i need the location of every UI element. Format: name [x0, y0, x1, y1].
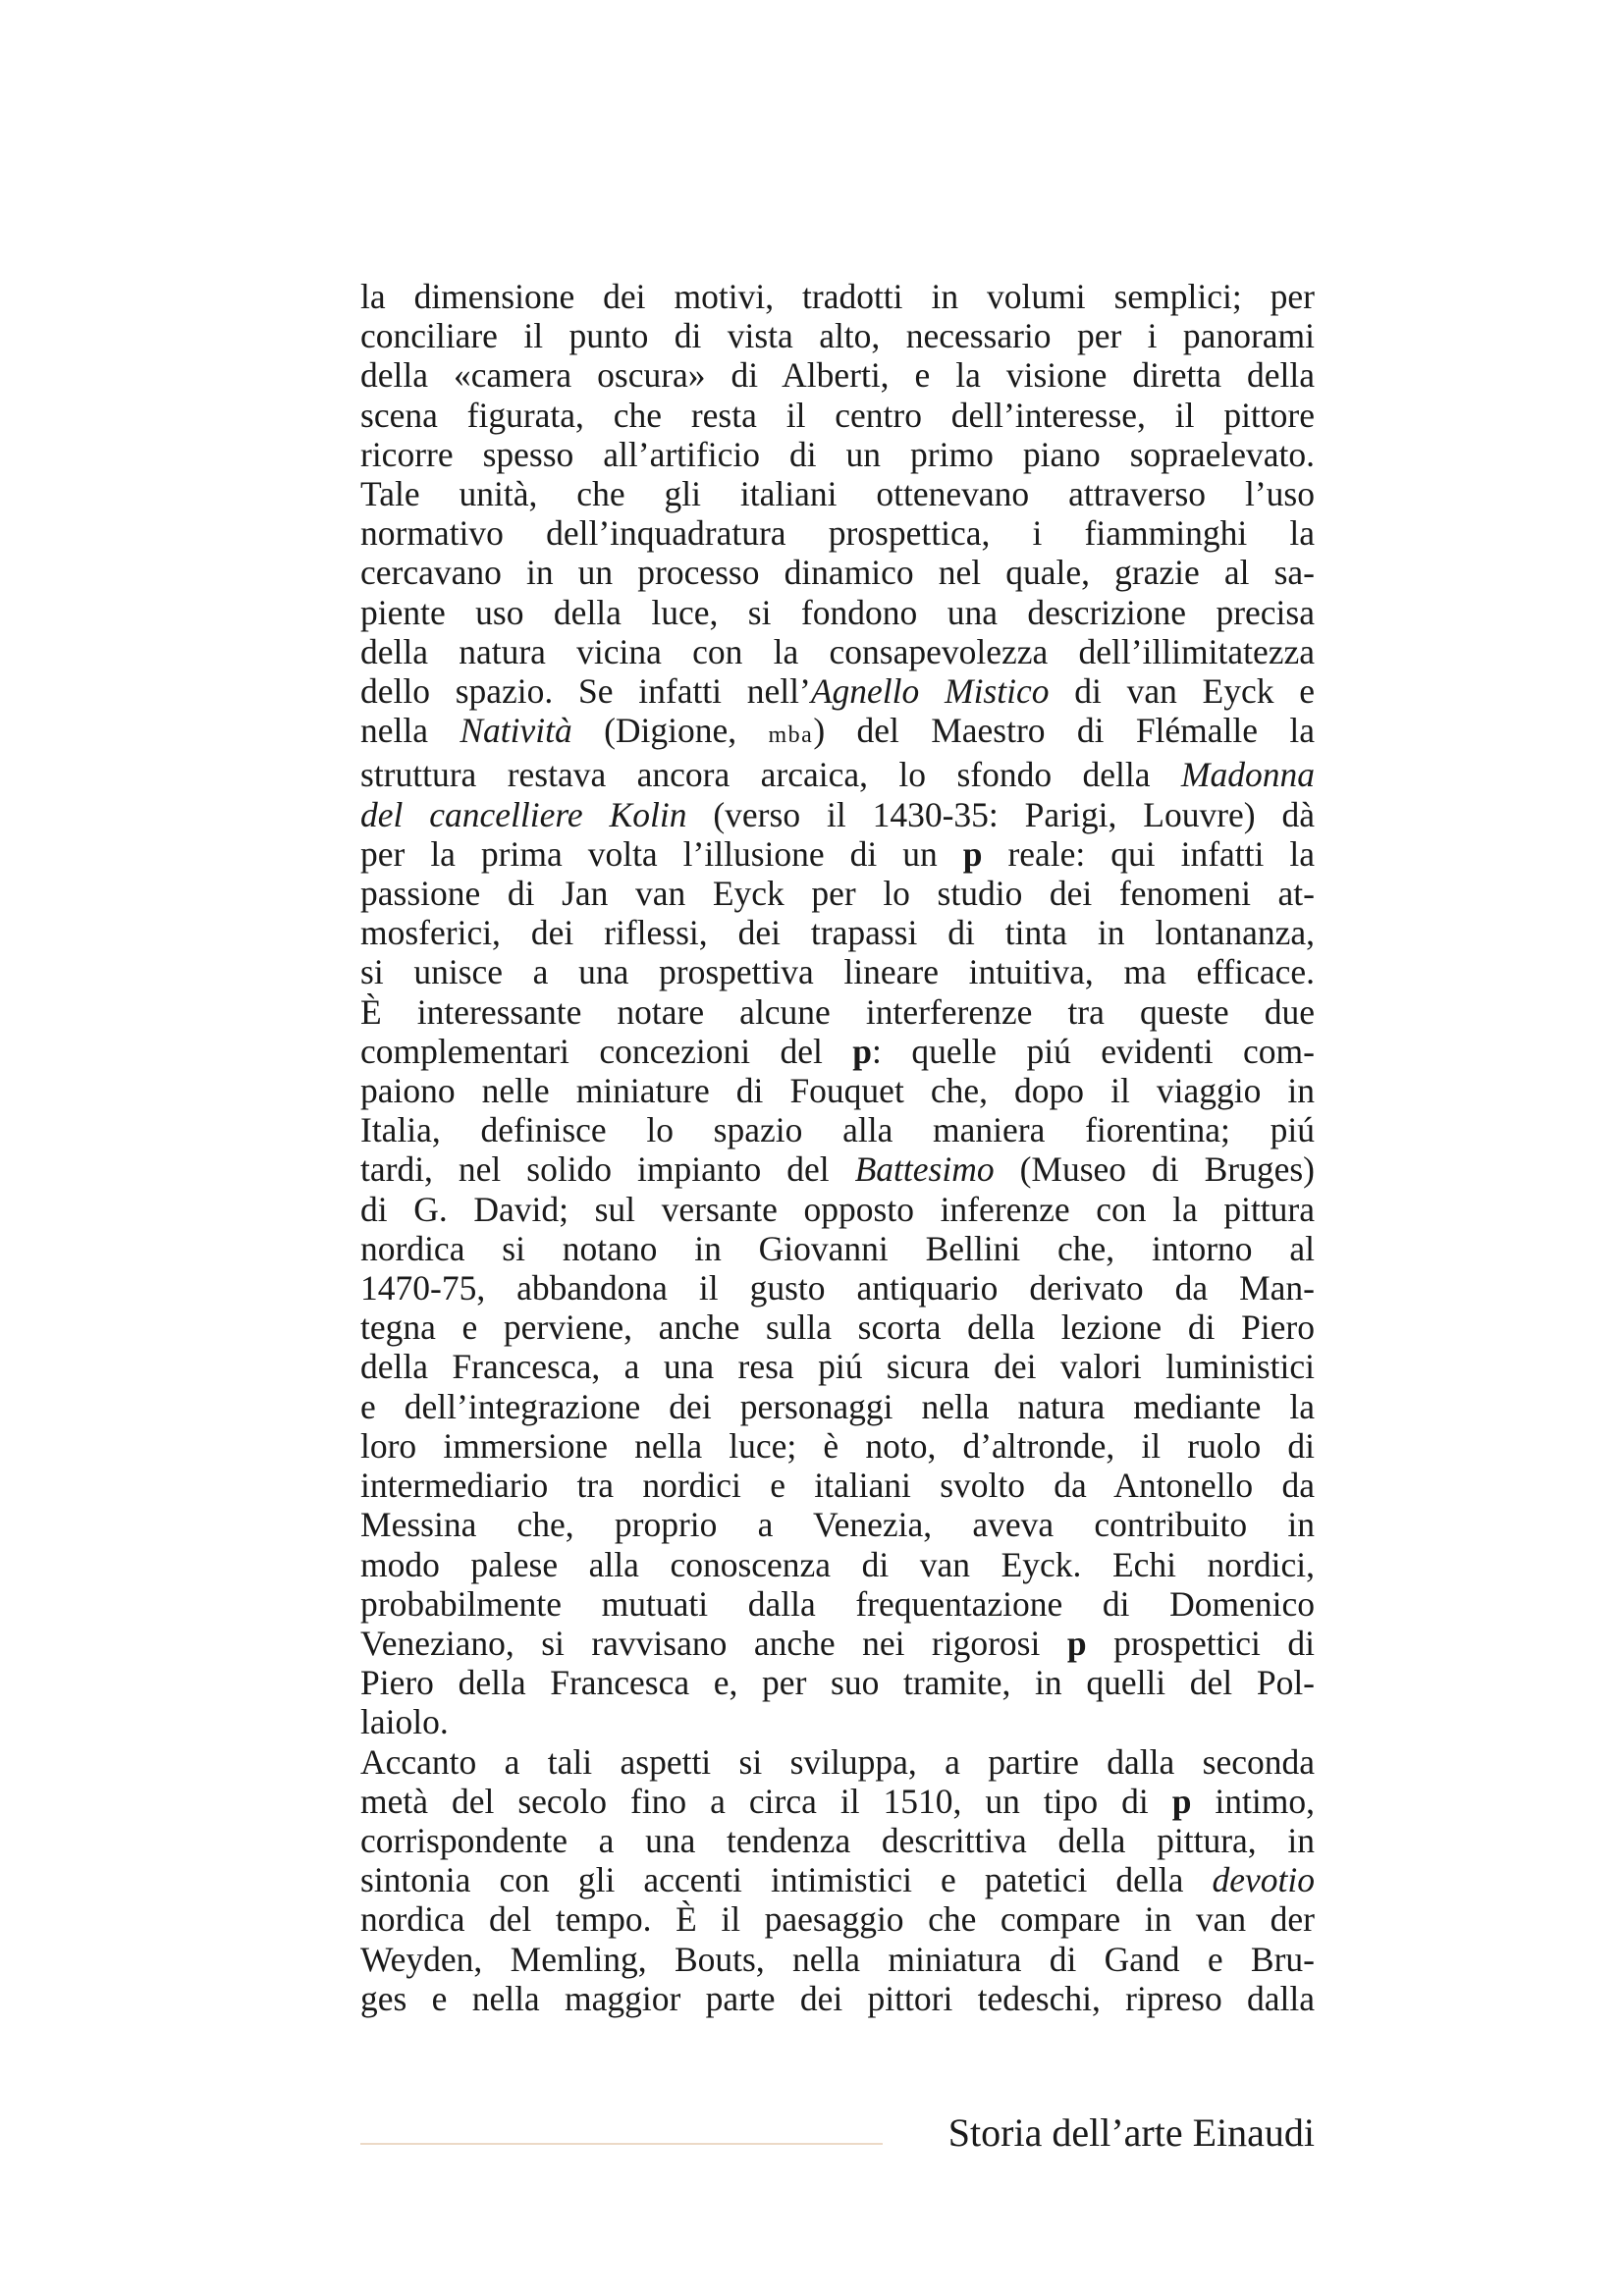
text-line	[360, 992, 1315, 1032]
text-run: dello spazio. Se infatti nell’	[360, 671, 811, 712]
text-line	[360, 1663, 1315, 1702]
text-run: tegna e perviene, anche sulla scorta della lezione di Piero	[360, 1308, 1315, 1348]
text-run: sintonia con gli accenti intimistici e patetici della	[360, 1860, 1213, 1900]
text-line	[360, 1821, 1315, 1860]
body-text	[360, 277, 1315, 2018]
text-line	[360, 1426, 1315, 1466]
text-line	[360, 1308, 1315, 1347]
text-run: della Francesca, a una resa piú sicura dei valori luministici	[360, 1347, 1315, 1387]
text-run: (verso il 1430-35: Parigi, Louvre) dà	[686, 794, 1315, 834]
text-run: Tale unità, che gli italiani ottenevano attraverso l’uso	[360, 474, 1315, 514]
text-line	[360, 1347, 1315, 1386]
text-line	[360, 671, 1315, 711]
text-line	[360, 1149, 1315, 1189]
text-line	[360, 553, 1315, 592]
text-run: ) del Maestro di Flémalle la	[813, 711, 1315, 751]
text-line	[360, 1584, 1315, 1624]
bold-abbreviation: p	[1066, 1623, 1087, 1663]
text-line	[360, 1742, 1315, 1782]
text-run: mosferici, dei riflessi, dei trapassi di tinta in lontananza,	[360, 913, 1315, 953]
text-run: piente uso della luce, si fondono una descrizione precisa	[360, 592, 1315, 632]
text-line	[360, 474, 1315, 513]
text-run: prospettici di	[1086, 1623, 1316, 1663]
text-run: conciliare il punto di vista alto, necessario per i panorami	[360, 316, 1315, 356]
text-run: di van Eyck e	[1049, 671, 1315, 712]
text-run: paiono nelle miniature di Fouquet che, dopo il viaggio in	[360, 1071, 1315, 1111]
text-run: metà del secolo fino a circa il 1510, un tipo di	[360, 1781, 1172, 1821]
text-run: reale: qui infatti la	[982, 833, 1315, 874]
text-run: : quelle piú evidenti com-	[872, 1031, 1315, 1071]
text-line	[360, 1387, 1315, 1426]
text-run: nordica si notano in Giovanni Bellini che, intorno al	[360, 1228, 1315, 1268]
italic-title: Battesimo	[854, 1149, 995, 1190]
text-line	[360, 593, 1315, 632]
text-run: nella	[360, 711, 460, 751]
text-line	[360, 1071, 1315, 1110]
text-line	[360, 1268, 1315, 1308]
italic-title: del cancelliere Kolin	[360, 794, 687, 834]
text-run: complementari concezioni del	[360, 1031, 853, 1071]
text-line	[360, 1624, 1315, 1663]
text-line	[360, 355, 1315, 395]
italic-title: Madonna	[1180, 755, 1315, 795]
text-run: tardi, nel solido impianto del	[360, 1149, 855, 1190]
text-line	[360, 1979, 1315, 2018]
text-line	[360, 396, 1315, 435]
text-run: la dimensione dei motivi, tradotti in volumi semplici; per	[360, 277, 1315, 316]
text-line	[360, 1229, 1315, 1268]
text-run: corrispondente a una tendenza descrittiva della pittura, in	[360, 1820, 1315, 1860]
text-run: Accanto a tali aspetti si sviluppa, a partire dalla seconda	[360, 1741, 1315, 1782]
text-run: della natura vicina con la consapevolezza dell’illimitatezza	[360, 631, 1315, 671]
text-line	[360, 913, 1315, 952]
text-line	[360, 1860, 1315, 1899]
italic-term: devotio	[1212, 1860, 1315, 1900]
text-run: laiolo.	[360, 1702, 449, 1742]
text-run: Italia, definisce lo spazio alla maniera fiorentina; piú	[360, 1110, 1315, 1150]
text-line	[360, 1505, 1315, 1544]
bold-abbreviation: p	[962, 833, 983, 874]
text-run: Veneziano, si ravvisano anche nei rigorosi	[360, 1623, 1067, 1663]
text-run: probabilmente mutuati dalla frequentazione di Domenico	[360, 1583, 1315, 1624]
text-run: normativo dell’inquadratura prospettica, i fiamminghi la	[360, 513, 1315, 554]
text-run: si unisce a una prospettiva lineare intuitiva, ma efficace.	[360, 952, 1315, 992]
text-line	[360, 1782, 1315, 1821]
text-line	[360, 952, 1315, 991]
text-run: intimo,	[1191, 1781, 1315, 1821]
text-line	[360, 1940, 1315, 1979]
text-line	[360, 1545, 1315, 1584]
italic-title: Agnello Mistico	[810, 671, 1050, 712]
text-line	[360, 513, 1315, 553]
text-run: scena figurata, che resta il centro dell’interesse, il pittore	[360, 395, 1315, 435]
paragraph-2	[360, 1742, 1315, 2018]
text-run: passione di Jan van Eyck per lo studio dei fenomeni at-	[360, 874, 1315, 914]
paragraph-1	[360, 277, 1315, 1742]
text-run: e dell’integrazione dei personaggi nella natura mediante la	[360, 1386, 1315, 1426]
text-run: della «camera oscura» di Alberti, e la visione diretta della	[360, 355, 1315, 396]
text-run: intermediario tra nordici e italiani svolto da Antonello da	[360, 1466, 1315, 1506]
text-line	[360, 1032, 1315, 1071]
text-line	[360, 1899, 1315, 1939]
text-line	[360, 711, 1315, 755]
text-run: per la prima volta l’illusione di un	[360, 833, 963, 874]
text-run: 1470-75, abbandona il gusto antiquario derivato da Man-	[360, 1268, 1315, 1308]
text-run: cercavano in un processo dinamico nel quale, grazie al sa-	[360, 553, 1315, 593]
footer-divider	[360, 2143, 883, 2145]
text-run: di G. David; sul versante opposto inferenze con la pittura	[360, 1189, 1315, 1229]
text-run: struttura restava ancora arcaica, lo sfondo della	[360, 755, 1181, 795]
text-run: Piero della Francesca e, per suo tramite, in quelli del Pol-	[360, 1663, 1315, 1703]
text-run: loro immersione nella luce; è noto, d’altronde, il ruolo di	[360, 1425, 1315, 1466]
text-line	[360, 795, 1315, 834]
text-line	[360, 1190, 1315, 1229]
text-run: È interessante notare alcune interferenze tra queste due	[360, 991, 1315, 1032]
text-line	[360, 755, 1315, 794]
text-line	[360, 1702, 1315, 1741]
text-line	[360, 316, 1315, 355]
small-caps-abbreviation: mba	[768, 722, 814, 749]
page-footer	[360, 2109, 1315, 2158]
italic-title: Natività	[460, 711, 572, 751]
text-line	[360, 632, 1315, 671]
text-line	[360, 277, 1315, 316]
footer-publication-title: Storia dell’arte Einaudi	[947, 2110, 1315, 2155]
bold-abbreviation: p	[1171, 1781, 1192, 1821]
text-run: Weyden, Memling, Bouts, nella miniatura di Gand e Bru-	[360, 1939, 1315, 1979]
text-run: nordica del tempo. È il paesaggio che compare in van der	[360, 1899, 1315, 1940]
text-run: modo palese alla conoscenza di van Eyck. Echi nordici,	[360, 1544, 1315, 1584]
text-run: (Museo di Bruges)	[994, 1149, 1315, 1190]
text-run: ricorre spesso all’artificio di un primo piano sopraelevato.	[360, 434, 1315, 474]
text-run: ges e nella maggior parte dei pittori tedeschi, ripreso dalla	[360, 1978, 1315, 2018]
text-line	[360, 834, 1315, 874]
bold-abbreviation: p	[852, 1031, 873, 1071]
text-line	[360, 874, 1315, 913]
text-line	[360, 1466, 1315, 1505]
text-run: Messina che, proprio a Venezia, aveva contribuito in	[360, 1505, 1315, 1545]
text-run: (Digione,	[571, 711, 769, 751]
text-line	[360, 1110, 1315, 1149]
text-line	[360, 435, 1315, 474]
